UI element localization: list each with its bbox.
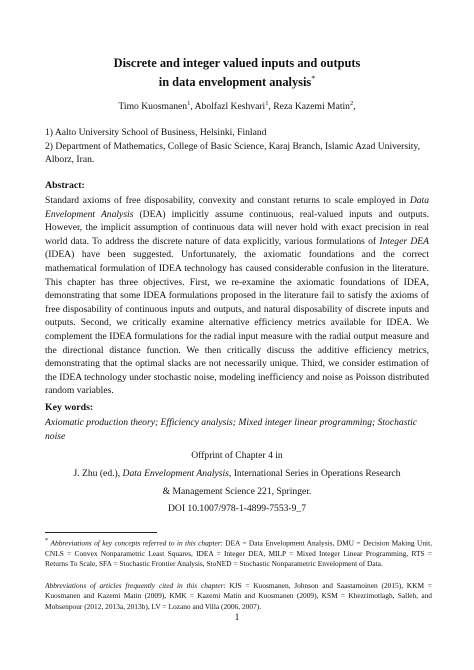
paper-title — [0, 55, 474, 90]
abstract-heading: Abstract: — [45, 180, 85, 191]
author-1-affiliation: 1 — [187, 100, 191, 107]
affiliation-2: 2) Department of Mathematics, College of Basic Science, Karaj Branch, Islamic Azad University, Alborz, Iran. — [45, 141, 421, 166]
author-list: Timo Kuosmanen$^1$, Abolfazl Keshvari$^1$, Reza Kazemi Matin$^2$, — [118, 100, 356, 113]
offprint-book-title: Data Envelopment Analysis — [122, 468, 229, 479]
footnote-1-mark: * — [45, 538, 49, 544]
abstract-part-2: (DEA) implicitly assume continuous, real-valued inputs and outputs. However, the implicit assumption of continuous data will never hold with exact precision in real world data. To address the discrete nature of data explicitly, various formulations of — [45, 208, 429, 247]
author-3: Reza Kazemi Matin — [273, 101, 350, 113]
footnote-2-label: Abbreviations of articles frequently cited in this chapter — [45, 581, 224, 590]
abstract-part-1: Standard axioms of free disposability, convexity and constant returns to scale employed in — [45, 195, 410, 206]
offprint-line-2 — [0, 468, 474, 479]
abstract-text — [45, 194, 429, 398]
title-line-2-text: in data envelopment analysis — [158, 75, 312, 90]
offprint-editor: J. Zhu (ed.), — [73, 468, 123, 479]
abstract-dea-term: Data Envelopment Analysis — [45, 195, 429, 220]
author-3-affiliation: 2 — [349, 100, 354, 107]
author-2: Abolfazl Keshvari — [194, 101, 266, 113]
abstract-idea-term: Integer DEA — [379, 235, 429, 247]
author-1: Timo Kuosmanen — [118, 101, 188, 113]
offprint-doi: DOI 10.1007/978-1-4899-7553-9_7 — [167, 503, 307, 514]
footnote-1 — [45, 536, 432, 569]
abstract-part-3: (IDEA) have been suggested. Unfortunately, the axiomatic foundations and the correct mathematical formulation of IDEA technology has caused considerable confusion in the literature. This chapter has three objectives. First, we re-examine the axiomatic foundations of IDEA, demonstrating that some IDEA formulations proposed in the literature fail to satisfy the axioms of free disposability of continuous inputs and outputs, and natural disposability of discrete inputs and outputs. Second, we critically examine alternative efficiency metrics available for IDEA. We complement the IDEA formulations for the radial input measure with the radial output measure and the directional distance function. We then critically discuss the additive efficiency metrics, demonstrating that the optimal slacks are not necessarily unique. Third, we consider estimation of the IDEA technology under stochastic noise, modeling inefficiency and noise as Poisson distributed random variables. — [45, 249, 429, 397]
keywords-text: Axiomatic production theory; Efficiency analysis; Mixed integer linear programming; Stochastic noise — [45, 417, 418, 442]
footnote-2-text: : KJS = Kuosmanen, Johnson and Saastamoinen (2015), KKM = Kuosmanen and Kazemi Matin (2009), KMK = Kazemi Matin and Kuosmanen (2009), KSM = Khezrimotlagh, Salleh, and Mohsenpour (2012, 2013a, 2013b), LV = Lozano and Villa (2006, 2007). — [45, 581, 432, 611]
author-2-affiliation: 1 — [265, 100, 269, 107]
footnote-2 — [45, 581, 432, 612]
footnote-1-text: : DEA = Data Envelopment Analysis, DMU = Decision Making Unit, CNLS = Convex Nonparametric Least Squares, IDEA = Integer DEA, MILP = Mixed Integer Linear Programming, RTS = Returns To Scale, SFA = Stochastic Frontier Analysis, StoNED = Stochastic Nonparametric Envelopment of Data. — [45, 538, 432, 569]
keywords-heading: Key words: — [45, 402, 94, 413]
footnote-separator — [45, 532, 157, 533]
offprint-line-1: Offprint of Chapter 4 in — [191, 450, 283, 461]
offprint-series: , International Series in Operations Research — [228, 468, 401, 479]
title-footnote-mark: * — [311, 74, 316, 83]
title-line-2 — [0, 71, 474, 90]
affiliation-1: 1) Aalto University School of Business, Helsinki, Finland — [45, 127, 267, 138]
page-number: 1 — [234, 612, 240, 623]
footnote-1-label: Abbreviations of key concepts referred to in this chapter — [50, 538, 221, 548]
offprint-line-3: & Management Science 221, Springer. — [162, 486, 312, 497]
title-line-1: Discrete and integer valued inputs and outputs — [113, 56, 361, 70]
